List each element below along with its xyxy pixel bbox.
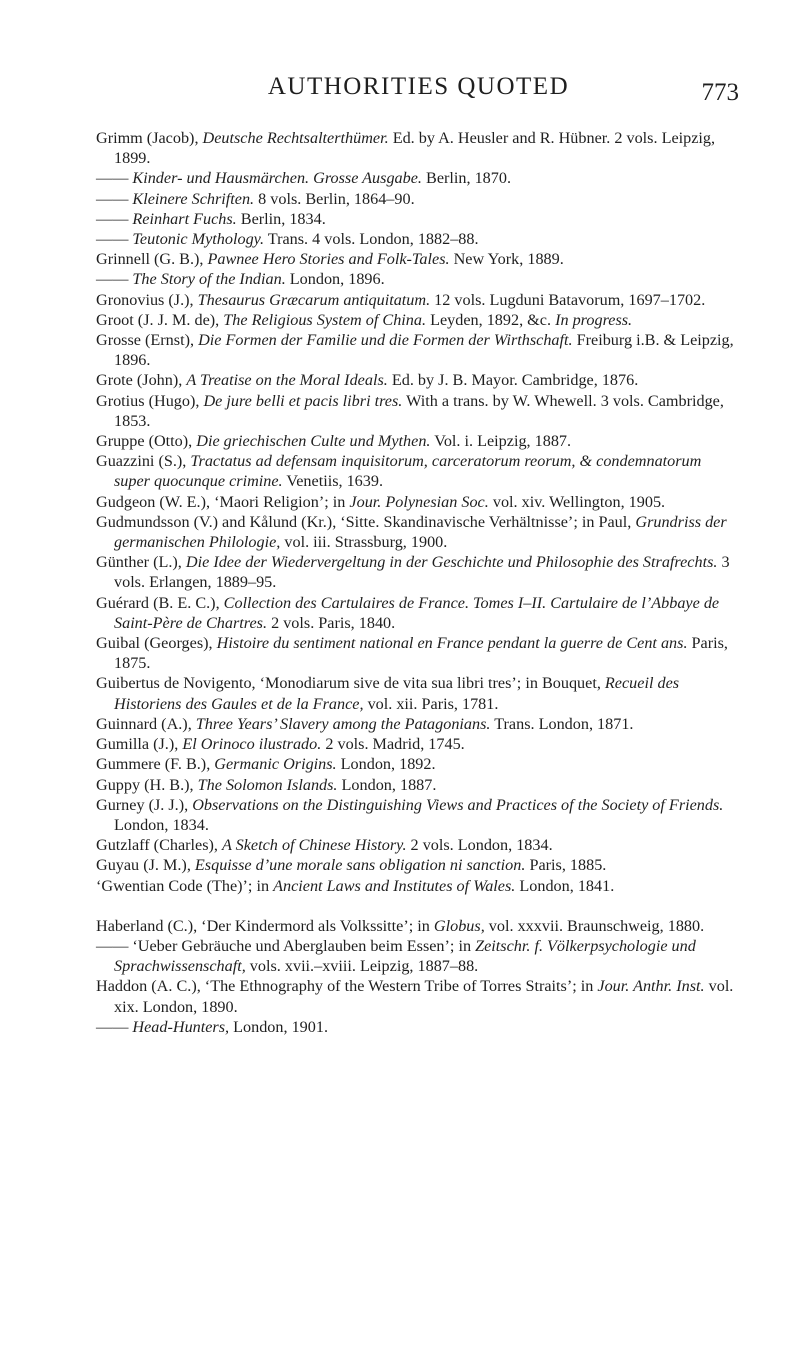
bibliography-entry [96, 916, 741, 936]
entry-text: Leyden, 1892, &c. [426, 310, 556, 329]
entry-text: Gummere (F. B.), [96, 755, 215, 774]
entry-title-italic: Collection des Cartulaires de France. Tomes I–II. Cartulaire de l’Abbaye de Saint-Père de Chartres. [114, 593, 720, 632]
section-gap [96, 896, 741, 916]
entry-text: Grosse (Ernst), [96, 331, 199, 350]
entry-title-italic: In progress. [555, 310, 633, 329]
entry-text: Ed. by J. B. Mayor. Cambridge, 1876. [387, 371, 639, 390]
entry-title-italic: Thesaurus Græcarum antiquitatum. [197, 290, 431, 309]
bibliography-entry [96, 310, 741, 330]
entry-text: Guppy (H. B.), [96, 775, 198, 794]
entry-text: With a trans. by W. Whewell. 3 vols. Cambridge, 1853. [114, 391, 724, 430]
entry-text: 2 vols. Paris, 1840. [267, 613, 396, 632]
entry-title-italic: Germanic Origins. [214, 755, 337, 774]
entry-text: —— [96, 1017, 133, 1036]
entry-text: —— [96, 270, 133, 289]
entry-text: Haberland (C.), ‘Der Kindermord als Volkssitte’; in [96, 916, 434, 935]
entry-title-italic: Kinder- und Hausmärchen. Grosse Ausgabe. [132, 169, 422, 188]
entry-text: 12 vols. Lugduni Batavorum, 1697–1702. [430, 290, 706, 309]
entry-text: Grinnell (G. B.), [96, 250, 208, 269]
bibliography-entry [96, 249, 741, 269]
bibliography-entry [96, 290, 741, 310]
entry-title-italic: Head-Hunters, [132, 1017, 230, 1036]
entry-text: Guibertus de Novigento, ‘Monodiarum sive de vita sua libri tres’; in Bouquet, [96, 674, 605, 693]
entry-text: 2 vols. Madrid, 1745. [321, 735, 465, 754]
entry-title-italic: El Orinoco ilustrado. [182, 735, 322, 754]
bibliography-entry [96, 269, 741, 289]
entry-title-italic: Histoire du sentiment national en France pendant la guerre de Cent ans. [216, 634, 688, 653]
entry-text: —— [96, 209, 133, 228]
bibliography-entry [96, 168, 741, 188]
entry-text: Gruppe (Otto), [96, 432, 197, 451]
entry-text: Guazzini (S.), [96, 452, 191, 471]
entry-text: Venetiis, 1639. [282, 472, 384, 491]
entry-text: Gutzlaff (Charles), [96, 836, 223, 855]
bibliography-entry [96, 391, 741, 431]
entry-title-italic: The Solomon Islands. [197, 775, 338, 794]
entry-title-italic: Deutsche Rechtsalterthümer. [202, 129, 389, 147]
entry-title-italic: The Religious System of China. [223, 310, 427, 329]
entry-text: vol. iii. Strassburg, 1900. [280, 533, 448, 552]
entry-text: 3 vols. Erlangen, 1889–95. [114, 553, 730, 592]
entry-text: London, 1901. [229, 1017, 329, 1036]
entry-title-italic: Recueil des Historiens des Gaules et de la France, [114, 674, 680, 713]
entry-text: Vol. i. Leipzig, 1887. [430, 432, 572, 451]
bibliography-entry [96, 976, 741, 1016]
bibliography-entry [96, 593, 741, 633]
entry-text: Berlin, 1870. [421, 169, 511, 188]
entry-text: Gudgeon (W. E.), ‘Maori Religion’; in [96, 492, 350, 511]
entry-text: Guérard (B. E. C.), [96, 593, 224, 612]
bibliography-entry [96, 492, 741, 512]
page-number: 773 [701, 79, 739, 106]
entry-text: Guibal (Georges), [96, 634, 217, 653]
entry-title-italic: Jour. Polynesian Soc. [349, 492, 489, 511]
entry-text: Grimm (Jacob), [96, 129, 203, 147]
entry-text: Trans. 4 vols. London, 1882–88. [264, 230, 479, 249]
entry-title-italic: A Treatise on the Moral Ideals. [186, 371, 388, 390]
entry-text: Gurney (J. J.), [96, 795, 193, 814]
bibliography-entry [96, 754, 741, 774]
bibliography-entry [96, 795, 741, 835]
entry-text: Trans. London, 1871. [490, 714, 634, 733]
bibliography-entry [96, 552, 741, 592]
page-header [96, 70, 741, 106]
entry-title-italic: Three Years’ Slavery among the Patagonians. [195, 714, 491, 733]
entry-text: Guyau (J. M.), [96, 856, 195, 875]
entry-title-italic: The Story of the Indian. [132, 270, 286, 289]
entry-title-italic: Teutonic Mythology. [132, 230, 265, 249]
bibliography-entry [96, 128, 741, 168]
bibliography-list [96, 128, 741, 1037]
entry-title-italic: Ancient Laws and Institutes of Wales. [273, 876, 516, 895]
entry-text: Guinnard (A.), [96, 714, 196, 733]
entry-text: vol. xxxvii. Braunschweig, 1880. [484, 916, 705, 935]
entry-text: Grote (John), [96, 371, 187, 390]
entry-text: Gumilla (J.), [96, 735, 183, 754]
entry-text: Günther (L.), [96, 553, 186, 572]
entry-title-italic: De jure belli et pacis libri tres. [203, 391, 403, 410]
entry-title-italic: Observations on the Distinguishing Views and Practices of the Society of Friends. [192, 795, 724, 814]
entry-text: Berlin, 1834. [236, 209, 326, 228]
entry-text: vol. xii. Paris, 1781. [363, 694, 499, 713]
bibliography-entry [96, 209, 741, 229]
entry-text: Paris, 1885. [525, 856, 607, 875]
entry-text: Grotius (Hugo), [96, 391, 204, 410]
bibliography-entry [96, 633, 741, 673]
entry-text: Paris, 1875. [114, 634, 728, 673]
bibliography-entry [96, 835, 741, 855]
bibliography-entry [96, 431, 741, 451]
entry-title-italic: Die griechischen Culte und Mythen. [196, 432, 431, 451]
entry-title-italic: Zeitschr. f. Völkerpsychologie und Sprachwissenschaft, [114, 936, 696, 976]
entry-text: —— [96, 169, 133, 188]
entry-text: —— [96, 189, 133, 208]
entry-text: Gronovius (J.), [96, 290, 198, 309]
bibliography-entry [96, 673, 741, 713]
entry-title-italic: Tractatus ad defensam inquisitorum, carceratorum reorum, & condemnatorum super quocunque crimine. [114, 452, 702, 491]
entry-text: 2 vols. London, 1834. [406, 836, 553, 855]
entry-text: London, 1896. [285, 270, 385, 289]
bibliography-entry [96, 189, 741, 209]
entry-text: New York, 1889. [449, 250, 564, 269]
entry-title-italic: Jour. Anthr. Inst. [597, 977, 705, 996]
entry-text: Gudmundsson (V.) and Kålund (Kr.), ‘Sitte. Skandinavische Verhältnisse’; in Paul, [96, 512, 636, 531]
entry-text: vol. xiv. Wellington, 1905. [488, 492, 666, 511]
bibliography-entry [96, 734, 741, 754]
bibliography-entry [96, 370, 741, 390]
entry-text: —— [96, 230, 133, 249]
entry-text: London, 1892. [336, 755, 436, 774]
entry-title-italic: Die Idee der Wiedervergeltung in der Geschichte und Philosophie des Strafrechts. [185, 553, 718, 572]
bibliography-entry [96, 512, 741, 552]
entry-text: Groot (J. J. M. de), [96, 310, 224, 329]
entry-text: vol. xix. London, 1890. [114, 977, 734, 1016]
entry-title-italic: Die Formen der Familie und die Formen der Wirthschaft. [198, 331, 573, 350]
running-head: AUTHORITIES QUOTED [267, 73, 570, 100]
entry-text: Freiburg i.B. & Leipzig, 1896. [114, 331, 734, 370]
entry-text: London, 1887. [337, 775, 437, 794]
bibliography-entry [96, 229, 741, 249]
entry-text: vols. xvii.–xviii. Leipzig, 1887–88. [245, 957, 479, 976]
entry-title-italic: Esquisse d’une morale sans obligation ni sanction. [194, 856, 526, 875]
entry-title-italic: Globus, [433, 916, 485, 935]
entry-title-italic: Grundriss der germanischen Philologie, [114, 512, 727, 552]
bibliography-entry [96, 330, 741, 370]
entry-title-italic: Kleinere Schriften. [132, 189, 255, 208]
entry-text: Haddon (A. C.), ‘The Ethnography of the Western Tribe of Torres Straits’; in [96, 977, 598, 996]
entry-title-italic: A Sketch of Chinese History. [222, 836, 407, 855]
entry-text: London, 1841. [515, 876, 615, 895]
bibliography-entry [96, 451, 741, 491]
bibliography-entry [96, 855, 741, 875]
bibliography-entry [96, 775, 741, 795]
entry-text: Ed. by A. Heusler and R. Hübner. 2 vols. Leipzig, 1899. [114, 129, 716, 168]
bibliography-entry [96, 936, 741, 976]
entry-title-italic: Reinhart Fuchs. [132, 209, 237, 228]
entry-title-italic: Pawnee Hero Stories and Folk-Tales. [207, 250, 450, 269]
entry-text: ‘Gwentian Code (The)’; in [96, 876, 274, 895]
entry-text: —— ‘Ueber Gebräuche und Aberglauben beim Essen’; in [96, 936, 476, 955]
bibliography-entry [96, 876, 741, 896]
bibliography-entry [96, 714, 741, 734]
bibliography-entry [96, 1017, 741, 1037]
entry-text: London, 1834. [114, 815, 209, 834]
entry-text: 8 vols. Berlin, 1864–90. [254, 189, 415, 208]
